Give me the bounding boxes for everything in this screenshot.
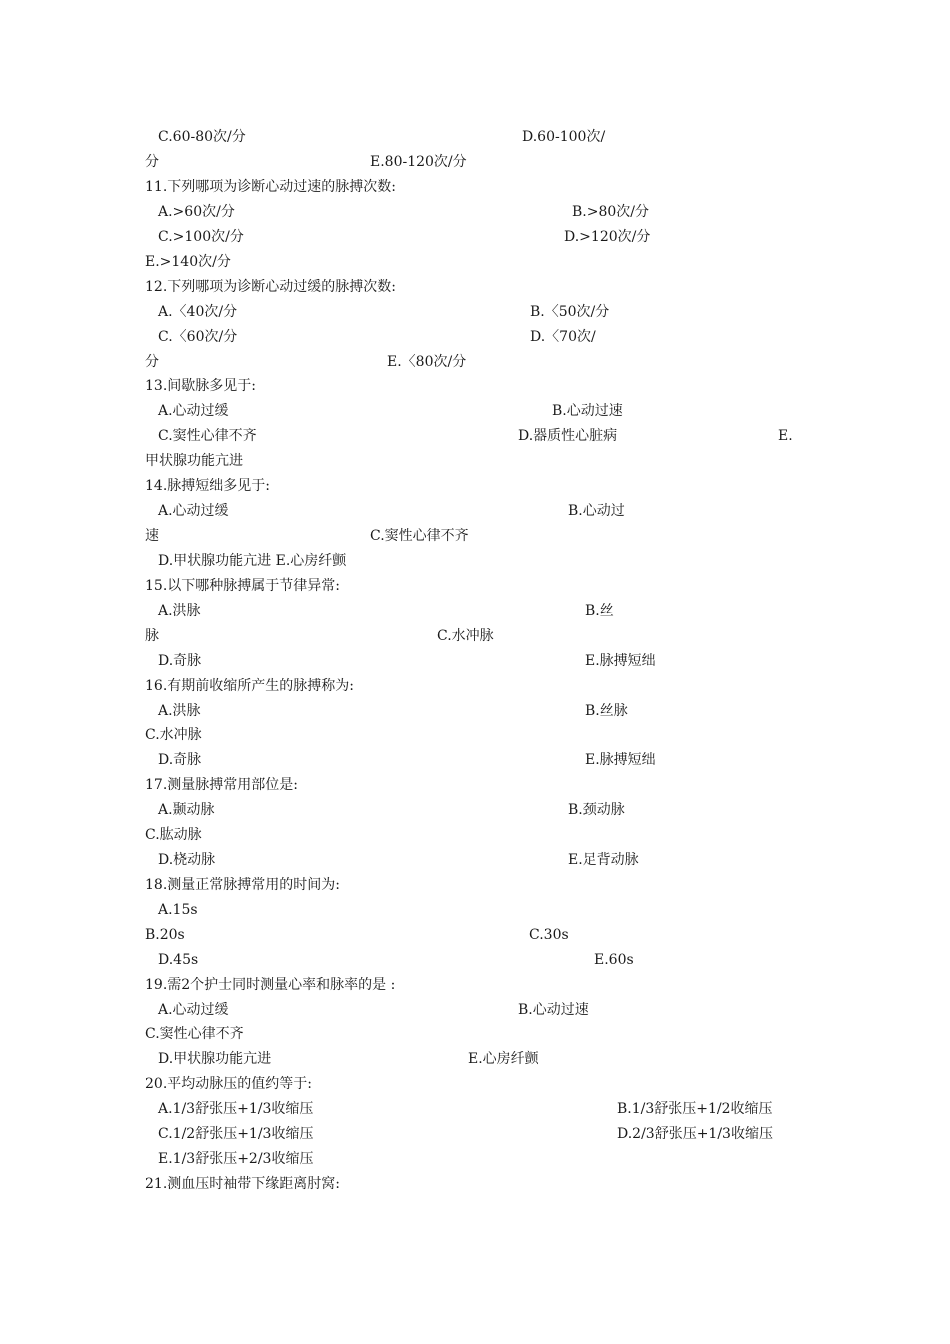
q15-wrap-text: 脉	[145, 628, 159, 644]
q12-wrap-text: 分	[145, 354, 159, 370]
q18-option-c: C.30s	[529, 927, 569, 943]
q16-option-d: D.奇脉	[158, 752, 202, 768]
q15-option-d: D.奇脉	[158, 653, 202, 669]
q12-option-c: C.〈60次/分	[158, 329, 238, 345]
q13-wrap-text: 甲状腺功能亢进	[145, 453, 243, 469]
q17-option-c: C.肱动脉	[145, 827, 202, 843]
q19-option-c: C.窦性心律不齐	[145, 1026, 244, 1042]
q18-option-b: B.20s	[145, 927, 185, 943]
q19-option-a: A.心动过缓	[158, 1002, 229, 1018]
q18-option-a: A.15s	[158, 902, 198, 918]
q20-option-b: B.1/3舒张压+1/2收缩压	[617, 1101, 773, 1117]
q14-wrap-text: 速	[145, 528, 159, 544]
q13-option-a: A.心动过缓	[158, 403, 229, 419]
q16-option-a: A.洪脉	[158, 703, 201, 719]
q19-option-d: D.甲状腺功能亢进	[158, 1051, 272, 1067]
q12-option-b: B.〈50次/分	[530, 304, 610, 320]
q20-option-c: C.1/2舒张压+1/3收缩压	[158, 1126, 314, 1142]
q14-option-b: B.心动过	[568, 503, 625, 519]
q14-stem: 14.脉搏短绌多见于:	[145, 478, 270, 494]
q10-wrap-text: 分	[145, 154, 159, 170]
q13-option-c: C.窦性心律不齐	[158, 428, 257, 444]
q10-option-c: C.60-80次/分	[158, 129, 246, 145]
q15-option-b: B.丝	[585, 603, 614, 619]
q18-option-e: E.60s	[594, 952, 634, 968]
q16-option-e: E.脉搏短绌	[585, 752, 656, 768]
q17-stem: 17.测量脉搏常用部位是:	[145, 777, 298, 793]
q14-option-c: C.窦性心律不齐	[370, 528, 469, 544]
q19-option-b: B.心动过速	[518, 1002, 589, 1018]
q10-option-e: E.80-120次/分	[370, 154, 467, 170]
q13-option-b: B.心动过速	[552, 403, 623, 419]
q12-option-d: D.〈70次/	[530, 329, 596, 345]
q16-option-b: B.丝脉	[585, 703, 628, 719]
q11-stem: 11.下列哪项为诊断心动过速的脉搏次数:	[145, 179, 396, 195]
q21-stem: 21.测血压时袖带下缘距离肘窝:	[145, 1176, 340, 1192]
q10-option-d: D.60-100次/	[522, 129, 606, 145]
q15-stem: 15.以下哪种脉搏属于节律异常:	[145, 578, 340, 594]
q17-option-b: B.颈动脉	[568, 802, 625, 818]
q14-option-d-e: D.甲状腺功能亢进 E.心房纤颤	[158, 553, 347, 569]
q17-option-e: E.足背动脉	[568, 852, 639, 868]
q13-stem: 13.间歇脉多见于:	[145, 378, 256, 394]
q20-stem: 20.平均动脉压的值约等于:	[145, 1076, 312, 1092]
q11-option-e: E.>140次/分	[145, 254, 231, 270]
q11-option-d: D.>120次/分	[564, 229, 651, 245]
q20-option-a: A.1/3舒张压+1/3收缩压	[158, 1101, 314, 1117]
q13-option-d: D.器质性心脏病	[518, 428, 618, 444]
q11-option-c: C.>100次/分	[158, 229, 244, 245]
q15-option-c: C.水冲脉	[437, 628, 494, 644]
q15-option-a: A.洪脉	[158, 603, 201, 619]
q18-stem: 18.测量正常脉搏常用的时间为:	[145, 877, 340, 893]
q16-stem: 16.有期前收缩所产生的脉搏称为:	[145, 678, 354, 694]
q19-option-e: E.心房纤颤	[468, 1051, 539, 1067]
q17-option-d: D.桡动脉	[158, 852, 216, 868]
q17-option-a: A.颞动脉	[158, 802, 215, 818]
q18-option-d: D.45s	[158, 952, 199, 968]
q15-option-e: E.脉搏短绌	[585, 653, 656, 669]
q19-stem: 19.需2个护士同时测量心率和脉率的是 :	[145, 977, 396, 993]
q12-option-e: E.〈80次/分	[387, 354, 467, 370]
q11-option-b: B.>80次/分	[572, 204, 649, 220]
q14-option-a: A.心动过缓	[158, 503, 229, 519]
q16-option-c: C.水冲脉	[145, 727, 202, 743]
q12-option-a: A.〈40次/分	[158, 304, 238, 320]
q20-option-e: E.1/3舒张压+2/3收缩压	[158, 1151, 314, 1167]
q13-option-e: E.	[778, 428, 793, 444]
q12-stem: 12.下列哪项为诊断心动过缓的脉搏次数:	[145, 279, 396, 295]
q20-option-d: D.2/3舒张压+1/3收缩压	[617, 1126, 773, 1142]
q11-option-a: A.>60次/分	[158, 204, 235, 220]
